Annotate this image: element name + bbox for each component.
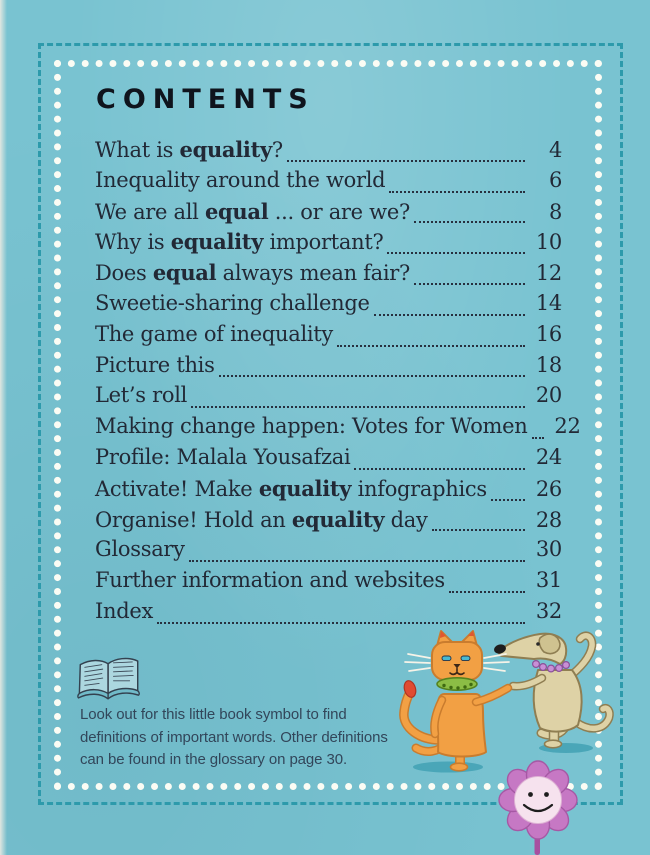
toc-item-title: Further information and websites — [95, 568, 445, 593]
toc-item-page: 4 — [548, 138, 562, 162]
toc-item — [95, 383, 562, 414]
toc-item-page: 22 — [554, 414, 581, 439]
toc-item-page: 12 — [535, 261, 562, 286]
toc-item — [95, 568, 562, 599]
note-line: definitions of important words. Other definitions — [80, 728, 388, 746]
dotted-leader — [374, 314, 525, 316]
toc-item-page: 6 — [548, 167, 562, 192]
dotted-leader — [449, 591, 525, 593]
toc-item-title: The game of inequality — [95, 321, 333, 346]
dog-eye — [536, 642, 540, 646]
toc-item — [95, 599, 562, 630]
flower-face — [515, 777, 562, 824]
toc-item — [95, 414, 581, 445]
dotted-leader — [414, 283, 525, 285]
toc-item-title: What is equality? — [95, 137, 283, 162]
dotted-leader — [387, 252, 525, 254]
flower-eye-right — [544, 792, 549, 797]
toc-item — [95, 445, 562, 476]
dotted-leader — [491, 499, 525, 501]
flower-eye-left — [528, 792, 533, 797]
dotted-leader — [389, 191, 525, 193]
dotted-leader — [432, 529, 525, 531]
toc-item — [95, 322, 562, 353]
toc-item-page: 24 — [535, 444, 562, 469]
toc-item — [95, 507, 562, 538]
toc-item-title: Organise! Hold an equality day — [95, 506, 428, 532]
toc-item-title: Let’s roll — [95, 383, 188, 408]
dog-ear — [539, 634, 560, 653]
page-edge — [0, 0, 7, 855]
toc-item-title: Index — [95, 598, 154, 623]
toc-item-page: 10 — [535, 230, 562, 255]
toc-item-title: Activate! Make equality infographics — [95, 475, 487, 501]
toc-item-title: We are all equal ... or are we? — [95, 198, 410, 224]
toc-item — [95, 168, 562, 199]
dotted-leader — [219, 375, 525, 377]
dotted-leader — [354, 468, 525, 470]
toc-item-page: 30 — [535, 537, 562, 562]
toc-item-title: Does equal always mean fair? — [95, 260, 410, 286]
dotted-leader — [191, 406, 525, 408]
toc-item-page: 16 — [535, 321, 562, 346]
dotted-leader — [189, 560, 525, 562]
dotted-leader — [157, 622, 525, 624]
toc-list — [95, 137, 581, 630]
toc-item-page: 32 — [535, 598, 562, 623]
toc-item — [95, 537, 562, 568]
toc-item — [95, 291, 562, 322]
note-text — [80, 704, 425, 772]
toc-item-title: Picture this — [95, 352, 215, 377]
dotted-leader — [414, 221, 525, 223]
dotted-leader — [532, 437, 544, 439]
dotted-leader — [337, 345, 525, 347]
toc-item — [95, 137, 562, 168]
toc-item — [95, 353, 562, 384]
open-book-icon — [74, 652, 144, 706]
page-title: CONTENTS — [96, 84, 315, 115]
toc-item-page: 31 — [535, 568, 562, 593]
toc-item — [95, 476, 562, 507]
toc-item-page: 18 — [535, 352, 562, 377]
toc-item-title: Why is equality important? — [95, 229, 384, 255]
toc-item-page: 20 — [535, 383, 562, 408]
toc-item — [95, 199, 562, 230]
toc-item — [95, 260, 562, 291]
toc-item-title: Profile: Malala Yousafzai — [95, 444, 351, 469]
note-line: Look out for this little book symbol to find — [80, 706, 347, 723]
toc-item-title: Making change happen: Votes for Women — [95, 414, 528, 439]
toc-item-page: 28 — [535, 507, 562, 532]
toc-item-title: Glossary — [95, 537, 185, 562]
cat — [402, 631, 509, 771]
dotted-leader — [287, 160, 525, 162]
toc-item-title: Sweetie-sharing challenge — [95, 290, 370, 315]
cat-shadow — [413, 762, 483, 773]
toc-item-page: 14 — [535, 290, 562, 315]
toc-item-page: 8 — [548, 199, 562, 224]
toc-item-title: Inequality around the world — [95, 167, 386, 192]
note-line: can be found in the glossary on page 30. — [80, 751, 348, 768]
toc-item — [95, 229, 562, 260]
toc-item-page: 26 — [535, 476, 562, 501]
smiling-flower-illustration — [495, 755, 595, 855]
